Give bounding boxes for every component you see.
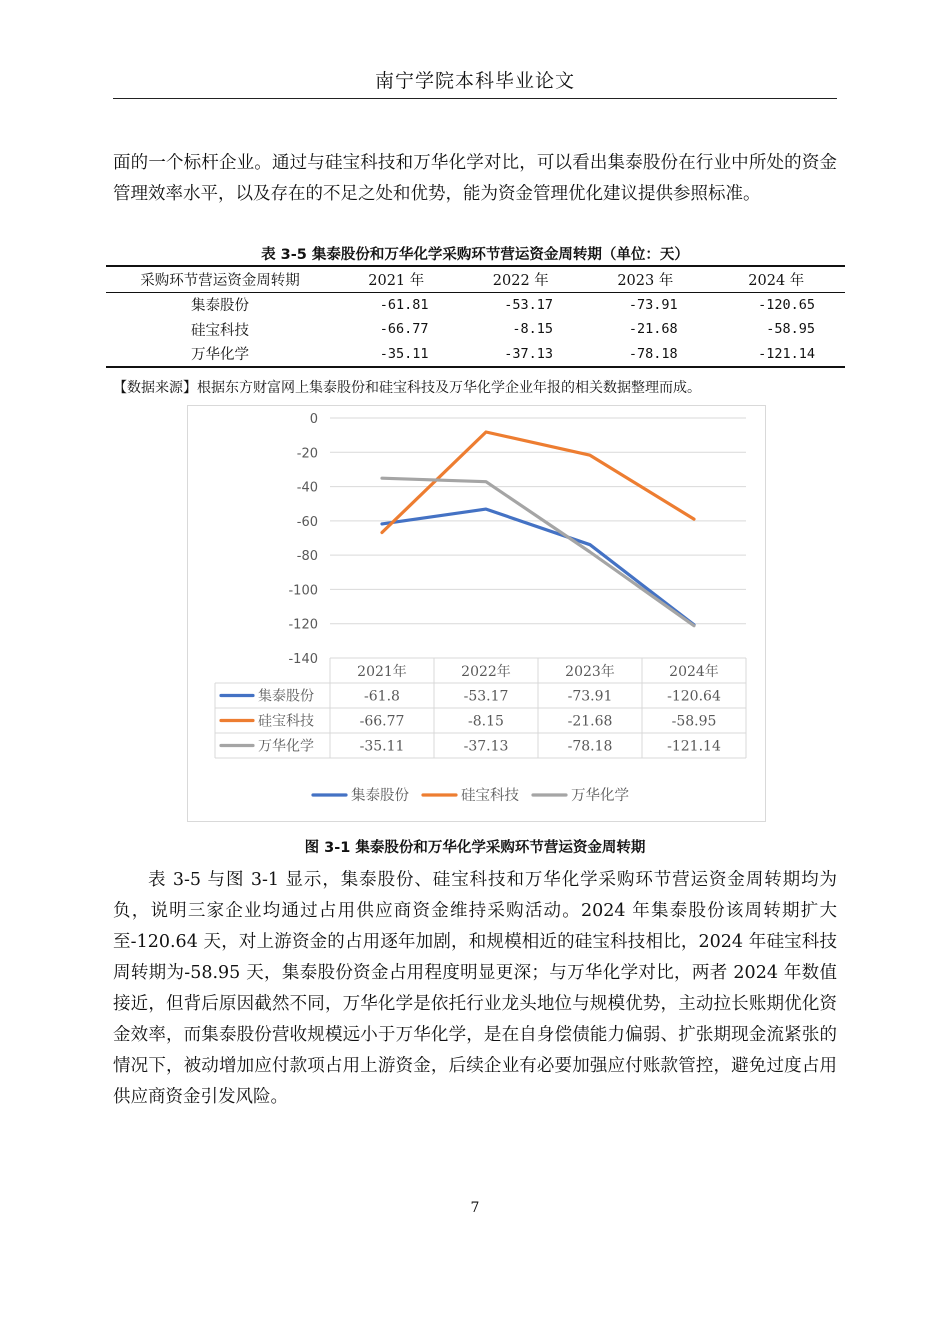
table-caption: 表 3-5 集泰股份和万华化学采购环节营运资金周转期（单位：天） <box>261 247 689 263</box>
turnover-line-chart <box>188 406 765 821</box>
table-header-cell: 2024 年 <box>748 272 805 289</box>
data-label: -8.15 <box>468 713 504 730</box>
data-label: -37.13 <box>463 738 509 755</box>
data-label: -58.95 <box>671 713 717 730</box>
y-tick-label: -60 <box>296 514 318 530</box>
table-series-name: 硅宝科技 <box>258 713 314 730</box>
table-series-name: 万华化学 <box>258 738 314 755</box>
header-divider <box>113 98 837 99</box>
table-row <box>106 317 845 342</box>
table-cell: -120.65 <box>758 296 815 313</box>
x-category-label: 2023年 <box>565 664 615 680</box>
data-source-note: 【数据来源】根据东方财富网上集泰股份和硅宝科技及万华化学企业年报的相关数据整理而成。 <box>113 380 701 396</box>
table-cell-company: 集泰股份 <box>191 298 249 315</box>
y-tick-label: 0 <box>309 412 318 427</box>
turnover-table <box>106 265 845 368</box>
table-cell: -66.77 <box>379 321 429 338</box>
line-chart-frame <box>187 405 766 822</box>
data-label: -66.77 <box>359 713 405 730</box>
table-header-cell: 2021 年 <box>368 272 425 289</box>
table-row <box>106 342 845 368</box>
data-label: -78.18 <box>567 738 613 755</box>
data-label: -35.11 <box>359 738 405 755</box>
legend-label: 硅宝科技 <box>461 788 519 804</box>
table-cell-company: 万华化学 <box>191 347 249 364</box>
table-header-cell: 采购环节营运资金周转期 <box>140 272 300 289</box>
y-tick-label: -40 <box>296 480 318 496</box>
table-header-row <box>106 266 845 292</box>
legend-label: 万华化学 <box>571 788 629 804</box>
table-header-cell: 2023 年 <box>617 272 674 289</box>
data-label: -21.68 <box>567 713 613 730</box>
y-tick-label: -80 <box>296 549 318 565</box>
table-row <box>106 292 845 317</box>
table-series-name: 集泰股份 <box>258 688 314 705</box>
table-cell: -37.13 <box>504 345 554 362</box>
y-tick-label: -100 <box>288 583 318 599</box>
table-cell-company: 硅宝科技 <box>191 322 249 339</box>
table-cell: -73.91 <box>628 296 678 313</box>
body-paragraph-1: 面的一个标杆企业。通过与硅宝科技和万华化学对比，可以看出集泰股份在行业中所处的资金管理效率水平，以及存在的不足之处和优势，能为资金管理优化建议提供参照标准。 <box>113 153 837 204</box>
table-cell: -121.14 <box>758 345 815 362</box>
data-label: -61.8 <box>364 688 400 705</box>
table-cell: -21.68 <box>628 321 678 338</box>
table-cell: -53.17 <box>504 296 554 313</box>
data-label: -53.17 <box>463 688 509 705</box>
y-tick-label: -120 <box>288 617 318 633</box>
table-header-cell: 2022 年 <box>492 272 549 289</box>
page-header-title: 南宁学院本科毕业论文 <box>374 70 575 92</box>
table-cell: -61.81 <box>379 296 429 313</box>
series-line <box>382 509 694 625</box>
y-tick-label: -140 <box>288 652 318 667</box>
legend-label: 集泰股份 <box>351 788 409 804</box>
body-paragraph-2: 表 3-5 与图 3-1 显示，集泰股份、硅宝科技和万华化学采购环节营运资金周转期均为负，说明三家企业均通过占用供应商资金维持采购活动。2024 年集泰股份该周转期扩大至-120.64 天，对上游资金的占用逐年加剧，和规模相近的硅宝科技相比，2024 年硅宝科技周转期为-58.95 天，集泰股份资金占用程度明显更深；与万华化学对比，两者 2024 年数值接近，但背后原因截然不同，万华化学是依托行业龙头地位与规模优势，主动拉长账期优化资金效率，而集泰股份营收规模远小于万华化学，是在自身偿债能力偏弱、扩张期现金流紧张的情况下，被动增加应付款项占用上游资金，后续企业有必要加强应付账款管控，避免过度占用供应商资金引发风险。 <box>113 870 837 1107</box>
figure-caption: 图 3-1 集泰股份和万华化学采购环节营运资金周转期 <box>304 840 646 856</box>
x-category-label: 2024年 <box>669 664 719 680</box>
data-label: -73.91 <box>567 688 613 705</box>
series-line <box>382 478 694 626</box>
x-category-label: 2021年 <box>357 664 407 680</box>
data-label: -121.14 <box>667 738 721 755</box>
table-cell: -78.18 <box>628 345 678 362</box>
data-label: -120.64 <box>667 688 721 705</box>
y-tick-label: -20 <box>296 446 318 462</box>
page-number: 7 <box>470 1200 480 1216</box>
table-cell: -35.11 <box>379 345 429 362</box>
table-cell: -8.15 <box>512 321 554 338</box>
table-cell: -58.95 <box>766 321 815 338</box>
x-category-label: 2022年 <box>461 664 511 680</box>
